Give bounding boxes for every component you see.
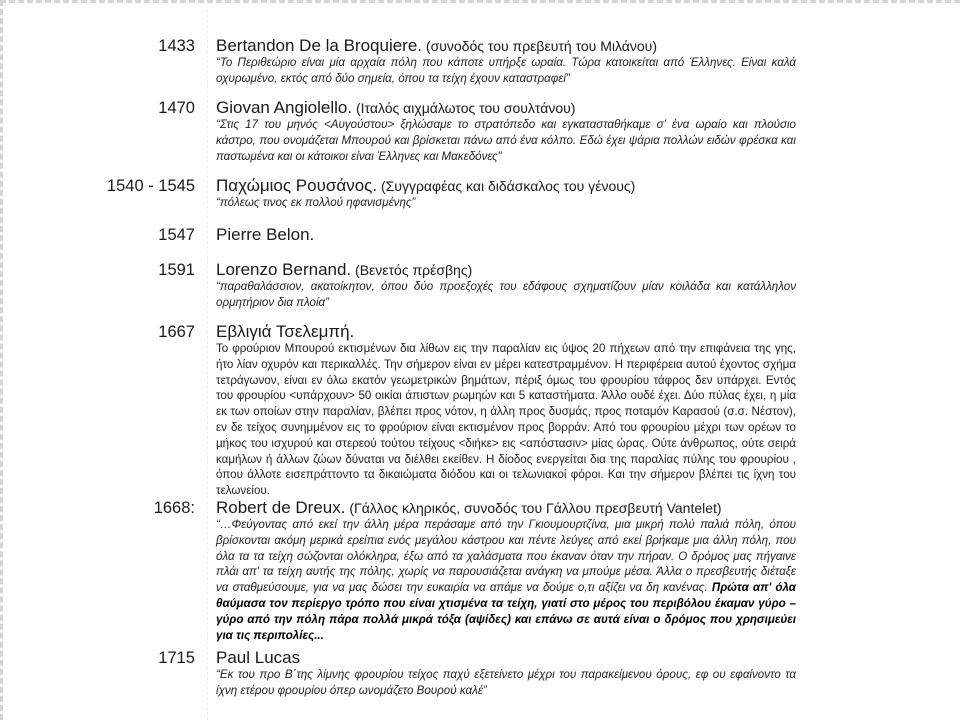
entry-text: Το φρούριον Μπουρού εκτισμένων δια λίθων εις την παραλίαν εις ύψος 20 πήχεων από την επιφάνεια της γης, ήτο λίαν οχυρόν και περικαλλές. Την σήμερον είναι εν μέρει κατεστραμμένον. Η περιφέρεια αυτού έχοντος σχήμα τετράγωνον, είναι εν όλω εκατόν γεωμετρικών βημάτων, πέριξ όμως του φρουρίου τάφρος δεν υπάρχει. Εντός του φρουρίου <υπάρχουν> 50 οικίαι άπιστων ρωμηών και 5 καταστήματα. Άλλο ουδέ έχει. Δύο πύλας έχει, η μία εκ των οποίων στην παραλίαν, βλέπει προς νότον, η άλλη προς δυσμάς, προς ποταμόν Καρασού (σ.σ. Νέστον), εν δε τείχος συνημμένον εις το φρούριον είναι εκτισμένον προς βορράν. Από του φρουρίου μέχρι των ορέων το μήκος του ισχυρού και στερεού τούτου τείχους <διήκε> εις <απόστασιν> μίας ώρας. Ούτε άνθρωπος, ούτε σειρά καμήλων ή άλλων ζώων δύναται να διέλθει εκείθεν. Η δίοδος ενεργείται δια της παραλίας πύλης του φρουρίου , όπου άλλοτε εισεπράττοντο τα δικαιώματα διόδου και οι τελωνιακοί φόροι. Και την σήμερον βλέπει τις ίχνη του τελωνείου. (216, 342, 796, 498)
entry-quote: “πόλεως τινος εκ πολλού ηφανισμένης” (216, 196, 416, 209)
traveler-name: Παχώμιος Ρουσάνος. (216, 176, 378, 195)
traveler-name: Robert de Dreux. (216, 498, 346, 517)
entry-quote: “παραθαλάσσιον, ακατοίκητον, όπου δύο προεξοχές του εδάφους σχηματίζουν μίαν κοιλάδα και κατάλληλον ορμητήριον δια πλοία” (216, 280, 796, 309)
traveler-name: Bertandon De la Broquiere. (216, 36, 423, 55)
traveler-name: Pierre Belon. (216, 225, 315, 244)
entry-heading (216, 260, 806, 281)
entry-heading (216, 322, 806, 343)
entry-year: 1470 (158, 99, 195, 117)
entry-year: 1667 (158, 323, 195, 341)
traveler-name: Giovan Angiolello. (216, 98, 353, 117)
page-border-top (0, 0, 960, 6)
entry-heading (216, 498, 806, 519)
traveler-role: (Ιταλός αιχμάλωτος του σουλτάνου) (352, 100, 576, 116)
entry-heading (216, 98, 806, 119)
entry-quote (216, 517, 796, 643)
entry-quote: “Εκ του προ Β΄της λίμνης φρουρίου τείχος παχύ εξετείνετο μέχρι του παρακείμενου όρους, εφ ου εφαίνοντο τα ίχνη ετέρου φρουρίου όπερ ωνομάζετο Βουρού καλέ” (216, 668, 796, 697)
entry-year: 1540 - 1545 (106, 177, 195, 195)
traveler-role: (Συγγραφέας και διδάσκαλος του γένους) (377, 178, 636, 194)
entry-year: 1591 (158, 261, 195, 279)
traveler-name: Εβλιγιά Τσελεμπή. (216, 322, 355, 341)
quote-text: “…Φεύγοντας από εκεί την άλλη μέρα περάσαμε από την Γκιουμουρτζίνα, μια μικρή πολύ παλιά πόλη, όπου βρίσκονται ακόμη μερικά ερείπια ενός μεγάλου κάστρου και πέντε λεύγες από εκεί βρήκαμε μια άλλη πόλη, που όλα τα τα τείχη σώζονται ολόκληρα, έξω από τα χαλάσματα που έκαναν όταν την πήραν. Ο δρόμος μας πήγαινε πλάι απ' τα τείχη αυτής της πόλης, χωρίς να παρουσιάζεται ανάγκη να μπούμε μέσα. Άλλα ο πρεσβευτής διέταξε να σταθμεύσουμε, για να μας δώσει την ευκαιρία να απάμε να δούμε ο,τι αξίζει να δη κανένας. (216, 518, 796, 595)
entry-heading (216, 225, 806, 246)
traveler-role: (Γάλλος κληρικός, συνοδός του Γάλλου πρεσβευτή Vantelet) (345, 500, 722, 516)
entry-year: 1433 (158, 37, 195, 55)
entry-year: 1668: (153, 499, 195, 517)
traveler-name: Lorenzo Bernand. (216, 260, 352, 279)
entry-quote: “Στις 17 του μηνός <Αυγούστου> ξηλώσαμε το στρατόπεδο και εγκατασταθήκαμε σ' ένα ωραίο και πλούσιο κάστρο, που ονομάζεται Μπουρού και βρίσκεται πάνω από ένα κόλπο. Εδώ έχει ψάρια πολλών ειδών φρέσκα και παστωμένα και οι κάτοικοι είναι Έλληνες και Μακεδόνες” (216, 118, 796, 163)
traveler-role: (Βενετός πρέσβης) (351, 262, 473, 278)
entry-year: 1715 (158, 649, 195, 667)
traveler-name: Paul Lucas (216, 648, 301, 667)
page-border-left (0, 0, 6, 720)
entry-heading (216, 176, 806, 197)
traveler-role: (συνοδός του πρεβευτή του Μιλάνου) (422, 38, 657, 54)
year-column-divider (207, 10, 209, 720)
entry-quote: “Το Περιθεώριο είναι μία αρχαία πόλη που κάποτε υπήρξε ωραία. Τώρα κατοικείται από Έλληνες. Είναι καλά οχυρωμένο, εκτός από δύο σημεία, όπου τα τείχη έχουν καταστραφεί” (216, 56, 796, 85)
quote-highlight: Πρώτα απ' όλα θαύμασα τον περίεργο τρόπο που είναι χτισμένα τα τείχη, γιατί στο μέρος του περιβόλου έκαμαν γύρο – γύρο από την πόλη πάρα πολλά μικρά τόξα (αψίδες) και επάνω σε αυτά είναι ο δρόμος που χρησιμεύει για τις περιπολίες... (216, 581, 796, 642)
entry-heading (216, 648, 806, 669)
entry-year: 1547 (158, 226, 195, 244)
entry-heading (216, 36, 806, 57)
